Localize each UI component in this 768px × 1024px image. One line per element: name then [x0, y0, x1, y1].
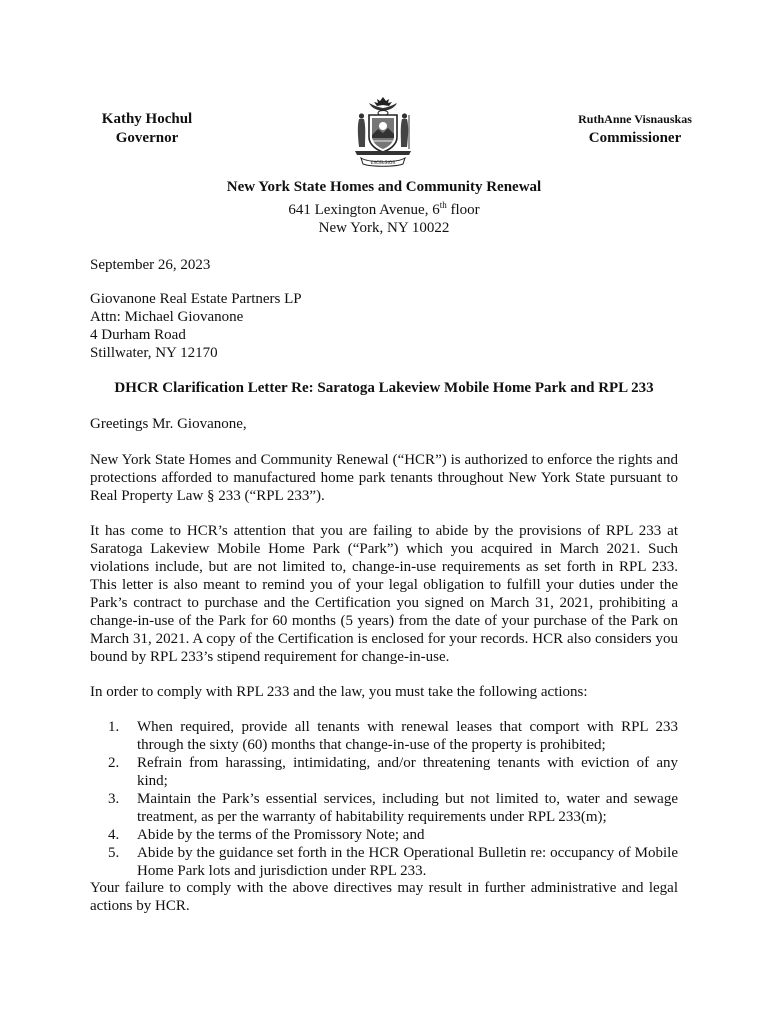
agency-name: New York State Homes and Community Renewal	[226, 179, 542, 195]
agency-address-street: 641 Lexington Avenue, 6	[288, 202, 440, 218]
recipient-address	[90, 290, 678, 362]
agency-city: New York, NY 10022	[318, 220, 450, 236]
actions-list	[90, 718, 678, 880]
list-item-number: 2.	[108, 755, 120, 771]
list-item-text: When required, provide all tenants with renewal leases that comport with RPL 233 through the sixty (60) months that change-in-use of the property is prohibited;	[137, 719, 678, 753]
list-item	[90, 790, 678, 826]
list-item	[90, 826, 678, 844]
recipient-line-1: Giovanone Real Estate Partners LP	[90, 291, 302, 307]
recipient-line-2: Attn: Michael Giovanone	[90, 309, 244, 325]
governor-block	[92, 110, 202, 148]
agency-block	[0, 178, 768, 237]
letter-date: September 26, 2023	[90, 257, 211, 273]
list-item	[90, 718, 678, 754]
svg-text:EXCELSIOR: EXCELSIOR	[370, 161, 396, 166]
list-item	[90, 844, 678, 880]
agency-address-superscript: th	[439, 200, 447, 210]
list-item-text: Refrain from harassing, intimidating, and/or threatening tenants with eviction of any kind;	[137, 755, 678, 789]
list-item-text: Maintain the Park’s essential services, including but not limited to, water and sewage treatment, as per the warranty of habitability requirements under RPL 233(m);	[137, 791, 678, 825]
subject-line: DHCR Clarification Letter Re: Saratoga Lakeview Mobile Home Park and RPL 233	[114, 380, 654, 396]
recipient-line-4: Stillwater, NY 12170	[90, 345, 218, 361]
new-york-state-seal-icon	[347, 93, 419, 167]
list-item-number: 5.	[108, 845, 120, 861]
paragraph-consequences: Your failure to comply with the above directives may result in further administrative and legal actions by HCR.	[90, 880, 678, 914]
list-item-text: Abide by the terms of the Promissory Note; and	[137, 827, 425, 843]
agency-address	[0, 196, 768, 219]
commissioner-block	[560, 110, 710, 148]
list-item-number: 1.	[108, 719, 120, 735]
recipient-line-3: 4 Durham Road	[90, 327, 186, 343]
commissioner-name: RuthAnne Visnauskas	[578, 112, 692, 126]
list-item	[90, 754, 678, 790]
list-item-number: 3.	[108, 791, 120, 807]
list-item-text: Abide by the guidance set forth in the HCR Operational Bulletin re: occupancy of Mobile Home Park lots and jurisdiction under RPL 233.	[137, 845, 678, 879]
governor-title: Governor	[115, 130, 179, 146]
governor-name: Kathy Hochul	[101, 111, 193, 127]
paragraph-authority: New York State Homes and Community Renewal (“HCR”) is authorized to enforce the rights and protections afforded to manufactured home park tenants throughout New York State pursuant to Real Property Law § 233 (“RPL 233”).	[90, 452, 678, 504]
agency-address-floor: floor	[446, 202, 480, 218]
list-item-number: 4.	[108, 827, 120, 843]
commissioner-title: Commissioner	[588, 130, 682, 146]
paragraph-actions-intro: In order to comply with RPL 233 and the law, you must take the following actions:	[90, 684, 588, 700]
paragraph-violations: It has come to HCR’s attention that you are failing to abide by the provisions of RPL 233 at Saratoga Lakeview Mobile Home Park (“Park”) which you acquired in March 2021. Such violations include, but are not limited to, change-in-use requirements as set forth in RPL 233. This letter is also meant to remind you of your legal obligation to fulfill your duties under the Park’s contract to purchase and the Certification you signed on March 31, 2021, prohibiting a change-in-use of the Park for 60 months (5 years) from the date of your purchase of the Park on March 31, 2021. A copy of the Certification is enclosed for your records. HCR also considers you bound by RPL 233’s stipend requirement for change-in-use.	[90, 523, 678, 665]
greeting: Greetings Mr. Giovanone,	[90, 416, 247, 432]
